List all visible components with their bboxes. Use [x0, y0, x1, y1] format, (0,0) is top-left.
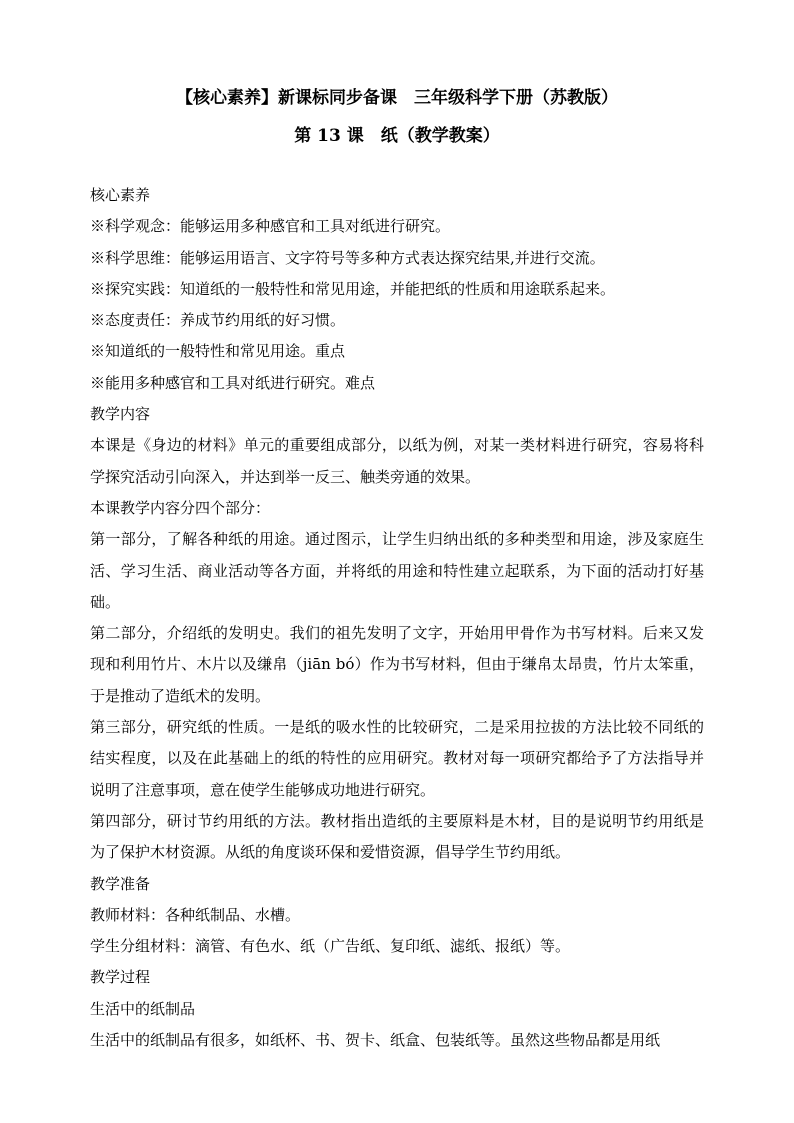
- goal-attitude-responsibility: ※态度责任：养成节约用纸的好习惯。: [90, 311, 346, 330]
- paragraph-part-three: 第三部分，研究纸的性质。一是纸的吸水性的比较研究，二是采用拉拔的方法比较不同纸的结实程度，以及在此基础上的纸的特性的应用研究。教材对每一项研究都给予了方法指导并说明了注意事项，意在使学生能够成功地进行研究。: [90, 718, 704, 799]
- paragraph-paper-products: 生活中的纸制品有很多，如纸杯、书、贺卡、纸盒、包装纸等。虽然这些物品都是用纸: [90, 1031, 661, 1050]
- section-heading-teaching-content: 教学内容: [90, 405, 151, 424]
- paragraph-part-four: 第四部分，研讨节约用纸的方法。教材指出造纸的主要原料是木材，目的是说明节约用纸是为了保护木材资源。从纸的角度谈环保和爱惜资源，倡导学生节约用纸。: [90, 811, 704, 862]
- paragraph-four-parts: 本课教学内容分四个部分：: [90, 498, 271, 517]
- goal-scientific-concept: ※科学观念：能够运用多种感官和工具对纸进行研究。: [90, 217, 451, 236]
- goal-inquiry-practice: ※探究实践：知道纸的一般特性和常见用途，并能把纸的性质和用途联系起来。: [90, 279, 616, 298]
- paragraph-lesson-overview: 本课是《身边的材料》单元的重要组成部分，以纸为例，对某一类材料进行研究，容易将科学探究活动引向深入，并达到举一反三、触类旁通的效果。: [90, 436, 704, 486]
- section-heading-preparation: 教学准备: [90, 874, 151, 893]
- teacher-materials: 教师材料：各种纸制品、水槽。: [90, 905, 301, 924]
- section-heading-core-literacy: 核心素养: [90, 186, 151, 204]
- subheading-paper-products: 生活中的纸制品: [90, 999, 196, 1018]
- difficult-point: ※能用多种感官和工具对纸进行研究。难点: [90, 373, 376, 392]
- paragraph-part-two: 第二部分，介绍纸的发明史。我们的祖先发明了文字，开始用甲骨作为书写材料。后来又发现和利用竹片、木片以及缣帛（jiān bó）作为书写材料，但由于缣帛太昂贵，竹片太笨重，于是推动了造纸术的发明。: [90, 624, 704, 705]
- lesson-title: 第 13 课 纸（教学教案）: [294, 126, 500, 146]
- student-group-materials: 学生分组材料：滴管、有色水、纸（广告纸、复印纸、滤纸、报纸）等。: [90, 937, 571, 956]
- document-body: [90, 180, 704, 1056]
- document-title: 【核心素养】新课标同步备课 三年级科学下册（苏教版）: [176, 88, 618, 108]
- key-point: ※知道纸的一般特性和常见用途。重点: [90, 342, 346, 361]
- paragraph-part-one: 第一部分，了解各种纸的用途。通过图示，让学生归纳出纸的多种类型和用途，涉及家庭生活、学习生活、商业活动等各方面，并将纸的用途和特性建立起联系，为下面的活动打好基础。: [90, 530, 704, 611]
- section-heading-teaching-process: 教学过程: [90, 968, 151, 987]
- goal-scientific-thinking: ※科学思维：能够运用语言、文字符号等多种方式表达探究结果,并进行交流。: [90, 248, 605, 267]
